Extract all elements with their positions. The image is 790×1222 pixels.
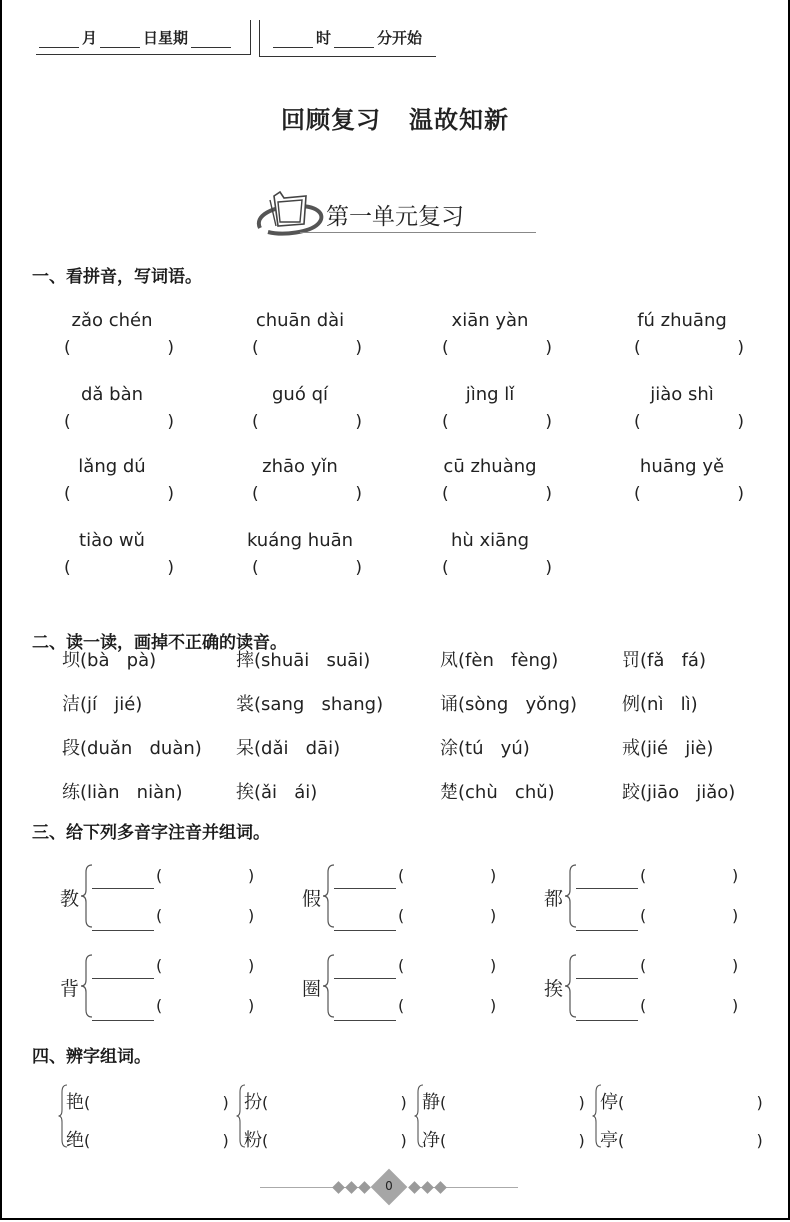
reading-option-b[interactable]: ái (294, 782, 311, 803)
paren-close: ) (167, 412, 174, 432)
pronunciation-item: 挨(ǎi ái) (236, 782, 318, 803)
pronunciation-item: 戒(jié jiè) (622, 738, 714, 759)
pinyin-label: huāng yě (639, 456, 725, 477)
paren-close: ) (545, 558, 552, 578)
word-blank[interactable]: ( ) (84, 1131, 229, 1150)
reading-option-b[interactable]: dāi (305, 738, 334, 759)
pronunciation-item: 坝(bà pà) (62, 650, 157, 671)
pinyin-blank-line[interactable] (334, 978, 396, 979)
char: 洁 (62, 694, 80, 715)
word-blank-open[interactable]: ( (398, 866, 405, 885)
pinyin-blank-line[interactable] (576, 888, 638, 889)
section4-title: 四、辨字组词。 (32, 1047, 151, 1067)
word-blank-close: ) (732, 996, 739, 1015)
date-box (36, 20, 251, 55)
char: 裳 (236, 694, 254, 715)
reading-option-a[interactable]: shuāi (261, 650, 310, 671)
brace-icon (564, 954, 578, 1018)
word-blank[interactable]: ( ) (84, 1093, 229, 1112)
pronunciation-item: 洁(jí jié) (62, 694, 143, 715)
reading-option-a[interactable]: fǎ (647, 650, 665, 671)
pronunciation-item: 跤(jiāo jiǎo) (622, 782, 736, 803)
reading-option-b[interactable]: jiè (685, 738, 707, 759)
answer-blank[interactable] (252, 558, 362, 578)
char: 绝 (66, 1130, 84, 1151)
brace-icon (80, 954, 94, 1018)
pinyin-label: jiào shì (650, 384, 714, 405)
polyphone-char: 假 (302, 888, 322, 910)
paren-open: ( (252, 338, 259, 358)
pronunciation-item: 段(duǎn duàn) (62, 738, 202, 759)
char: 练 (62, 782, 80, 803)
char: 粉 (244, 1130, 262, 1151)
paren-close: ) (737, 484, 744, 504)
paren-close: ) (355, 558, 362, 578)
distinguish-item (244, 1126, 407, 1152)
paren-close: ) (355, 338, 362, 358)
char: 跤 (622, 782, 640, 803)
reading-option-a[interactable]: chù (465, 782, 498, 803)
answer-blank[interactable] (252, 338, 362, 358)
paren-open: ( (442, 558, 449, 578)
reading-option-b[interactable]: lì (680, 694, 691, 715)
reading-option-a[interactable]: dǎi (261, 738, 289, 759)
word-blank-open[interactable]: ( (156, 866, 163, 885)
pronunciation-item: 涂(tú yú) (440, 738, 530, 759)
pinyin-label: tiào wǔ (79, 530, 145, 551)
reading-option-b[interactable]: fá (681, 650, 699, 671)
pinyin-label: cū zhuàng (443, 456, 537, 477)
reading-option-b[interactable]: chǔ (514, 782, 548, 803)
paren-open: ( (634, 412, 641, 432)
char: 涂 (440, 738, 458, 759)
pinyin-label: hù xiāng (450, 530, 530, 551)
reading-option-b[interactable]: suāi (326, 650, 364, 671)
reading-option-b[interactable]: niàn (136, 782, 176, 803)
reading-option-b[interactable]: yú (500, 738, 523, 759)
word-blank-close: ) (248, 956, 255, 975)
reading-option-a[interactable]: sang (261, 694, 305, 715)
reading-option-a[interactable]: duǎn (87, 738, 133, 759)
paren-open: ( (252, 558, 259, 578)
word-blank[interactable]: ( ) (618, 1093, 763, 1112)
paren-close: ) (355, 484, 362, 504)
answer-blank[interactable] (64, 412, 174, 432)
time-box (259, 20, 436, 57)
distinguish-item (600, 1088, 763, 1114)
hour-label: 时 (316, 29, 332, 47)
answer-blank[interactable] (64, 484, 174, 504)
page-title (0, 100, 790, 135)
unit-title: 第一单元复习 (326, 204, 464, 230)
pinyin-blank-line[interactable] (92, 978, 154, 979)
reading-option-a[interactable]: tú (465, 738, 484, 759)
pinyin-label: dǎ bàn (80, 384, 144, 405)
page-number: 0 (385, 1179, 393, 1193)
paren-open: ( (442, 338, 449, 358)
brace-icon (564, 864, 578, 928)
pinyin-label: zhāo yǐn (262, 456, 338, 477)
char: 停 (600, 1092, 618, 1113)
reading-option-a[interactable]: ǎi (261, 782, 278, 803)
reading-option-a[interactable]: liàn (87, 782, 120, 803)
pronunciation-item: 凤(fèn fèng) (440, 650, 559, 671)
pinyin-label: lǎng dú (78, 456, 146, 477)
pronunciation-item: 例(nì lì) (622, 694, 698, 715)
answer-blank[interactable] (634, 484, 744, 504)
pinyin-blank-line[interactable] (576, 930, 638, 931)
paren-close: ) (167, 558, 174, 578)
reading-option-b[interactable]: jié (114, 694, 136, 715)
distinguish-item (66, 1126, 229, 1152)
title-part2: 温故知新 (409, 105, 509, 134)
answer-blank[interactable] (442, 558, 552, 578)
paren-open: ( (442, 412, 449, 432)
pinyin-blank-line[interactable] (92, 888, 154, 889)
pinyin-blank-line[interactable] (334, 1020, 396, 1021)
paren-close: ) (167, 338, 174, 358)
answer-blank[interactable] (634, 412, 744, 432)
word-blank-open[interactable]: ( (156, 956, 163, 975)
paren-open: ( (442, 484, 449, 504)
pinyin-label: zǎo chén (71, 310, 153, 331)
pronunciation-item: 呆(dǎi dāi) (236, 738, 341, 759)
paren-close: ) (545, 412, 552, 432)
pinyin-label: guó qí (272, 384, 328, 405)
day-label: 日星期 (143, 29, 189, 47)
section1-title: 一、看拼音，写词语。 (32, 267, 202, 287)
word-blank-open[interactable]: ( (398, 956, 405, 975)
paren-open: ( (252, 412, 259, 432)
polyphone-char: 背 (60, 978, 80, 1000)
brace-icon (322, 954, 336, 1018)
char: 诵 (440, 694, 458, 715)
reading-option-a[interactable]: sòng (465, 694, 509, 715)
answer-blank[interactable] (634, 338, 744, 358)
polyphone-char: 都 (544, 888, 564, 910)
polyphone-char: 挨 (544, 978, 564, 1000)
char: 段 (62, 738, 80, 759)
pronunciation-item: 摔(shuāi suāi) (236, 650, 371, 671)
char: 戒 (622, 738, 640, 759)
pinyin-blank-line[interactable] (576, 1020, 638, 1021)
word-blank-open[interactable]: ( (398, 996, 405, 1015)
answer-blank[interactable] (442, 484, 552, 504)
distinguish-item (244, 1088, 407, 1114)
char: 静 (422, 1092, 440, 1113)
pinyin-label: jìng lǐ (465, 384, 515, 405)
reading-option-a[interactable]: jiāo (647, 782, 680, 803)
distinguish-item (422, 1088, 585, 1114)
char: 摔 (236, 650, 254, 671)
paren-open: ( (64, 484, 71, 504)
answer-blank[interactable] (252, 412, 362, 432)
word-blank-close: ) (732, 956, 739, 975)
reading-option-b[interactable]: duàn (149, 738, 195, 759)
pinyin-blank-line[interactable] (334, 930, 396, 931)
char: 罚 (622, 650, 640, 671)
char: 净 (422, 1130, 440, 1151)
title-part1: 回顾复习 (281, 105, 381, 134)
paren-close: ) (737, 412, 744, 432)
paren-open: ( (64, 412, 71, 432)
pinyin-blank-line[interactable] (576, 978, 638, 979)
word-blank-open[interactable]: ( (640, 866, 647, 885)
pinyin-label: xiān yàn (451, 310, 529, 331)
minute-label: 分开始 (377, 29, 423, 47)
minute-blank[interactable] (334, 33, 374, 48)
paren-close: ) (355, 412, 362, 432)
distinguish-item (600, 1126, 763, 1152)
answer-blank[interactable] (442, 412, 552, 432)
pinyin-blank-line[interactable] (92, 1020, 154, 1021)
word-blank-close: ) (732, 906, 739, 925)
word-blank-close: ) (490, 866, 497, 885)
paren-close: ) (545, 338, 552, 358)
reading-option-a[interactable]: jí (87, 694, 98, 715)
paren-close: ) (737, 338, 744, 358)
answer-blank[interactable] (64, 558, 174, 578)
char: 扮 (244, 1092, 262, 1113)
word-blank[interactable]: ( ) (262, 1131, 407, 1150)
month-blank[interactable] (39, 33, 79, 48)
hour-blank[interactable] (273, 33, 313, 48)
reading-option-b[interactable]: yǒng (525, 694, 570, 715)
word-blank-open[interactable]: ( (156, 996, 163, 1015)
paren-open: ( (64, 338, 71, 358)
word-blank-open[interactable]: ( (640, 956, 647, 975)
pronunciation-item: 楚(chù chǔ) (440, 782, 555, 803)
polyphone-char: 教 (60, 888, 80, 910)
char: 凤 (440, 650, 458, 671)
weekday-blank[interactable] (191, 33, 231, 48)
pronunciation-item: 裳(sang shang) (236, 694, 384, 715)
reading-option-b[interactable]: pà (126, 650, 150, 671)
distinguish-item (422, 1126, 585, 1152)
char: 艳 (66, 1092, 84, 1113)
word-blank[interactable]: ( ) (262, 1093, 407, 1112)
word-blank-open[interactable]: ( (640, 906, 647, 925)
reading-option-b[interactable]: jiǎo (696, 782, 729, 803)
word-blank-close: ) (248, 866, 255, 885)
paren-open: ( (64, 558, 71, 578)
char: 挨 (236, 782, 254, 803)
word-blank-close: ) (490, 956, 497, 975)
char: 例 (622, 694, 640, 715)
reading-option-a[interactable]: jié (647, 738, 669, 759)
pronunciation-item: 诵(sòng yǒng) (440, 694, 577, 715)
reading-option-b[interactable]: fèng (511, 650, 552, 671)
pinyin-blank-line[interactable] (92, 930, 154, 931)
day-blank[interactable] (100, 33, 140, 48)
section2-title: 二、读一读，画掉不正确的读音。 (32, 633, 287, 653)
pinyin-label: chuān dài (255, 310, 345, 331)
paren-open: ( (634, 338, 641, 358)
word-blank-open[interactable]: ( (156, 906, 163, 925)
month-label: 月 (82, 29, 98, 47)
brace-icon (322, 864, 336, 928)
word-blank-close: ) (248, 906, 255, 925)
word-blank[interactable]: ( ) (440, 1131, 585, 1150)
reading-option-a[interactable]: nì (647, 694, 664, 715)
reading-option-a[interactable]: bà (87, 650, 110, 671)
pronunciation-item: 练(liàn niàn) (62, 782, 183, 803)
char: 楚 (440, 782, 458, 803)
paren-open: ( (252, 484, 259, 504)
paren-close: ) (167, 484, 174, 504)
distinguish-item (66, 1088, 229, 1114)
char: 呆 (236, 738, 254, 759)
pinyin-blank-line[interactable] (334, 888, 396, 889)
char: 坝 (62, 650, 80, 671)
word-blank-close: ) (490, 996, 497, 1015)
char: 亭 (600, 1130, 618, 1151)
pronunciation-item: 罚(fǎ fá) (622, 650, 706, 671)
unit-title-underline (300, 232, 536, 233)
answer-blank[interactable] (252, 484, 362, 504)
word-blank[interactable]: ( ) (440, 1093, 585, 1112)
word-blank-open[interactable]: ( (640, 996, 647, 1015)
pinyin-label: fú zhuāng (637, 310, 727, 331)
word-blank-close: ) (732, 866, 739, 885)
answer-blank[interactable] (64, 338, 174, 358)
brace-icon (80, 864, 94, 928)
section3-title: 三、给下列多音字注音并组词。 (32, 823, 270, 843)
polyphone-char: 圈 (302, 978, 322, 1000)
paren-open: ( (634, 484, 641, 504)
word-blank-open[interactable]: ( (398, 906, 405, 925)
reading-option-b[interactable]: shang (321, 694, 377, 715)
reading-option-a[interactable]: fèn (465, 650, 494, 671)
answer-blank[interactable] (442, 338, 552, 358)
word-blank-close: ) (490, 906, 497, 925)
word-blank-close: ) (248, 996, 255, 1015)
word-blank[interactable]: ( ) (618, 1131, 763, 1150)
paren-close: ) (545, 484, 552, 504)
pinyin-label: kuáng huān (246, 530, 354, 551)
